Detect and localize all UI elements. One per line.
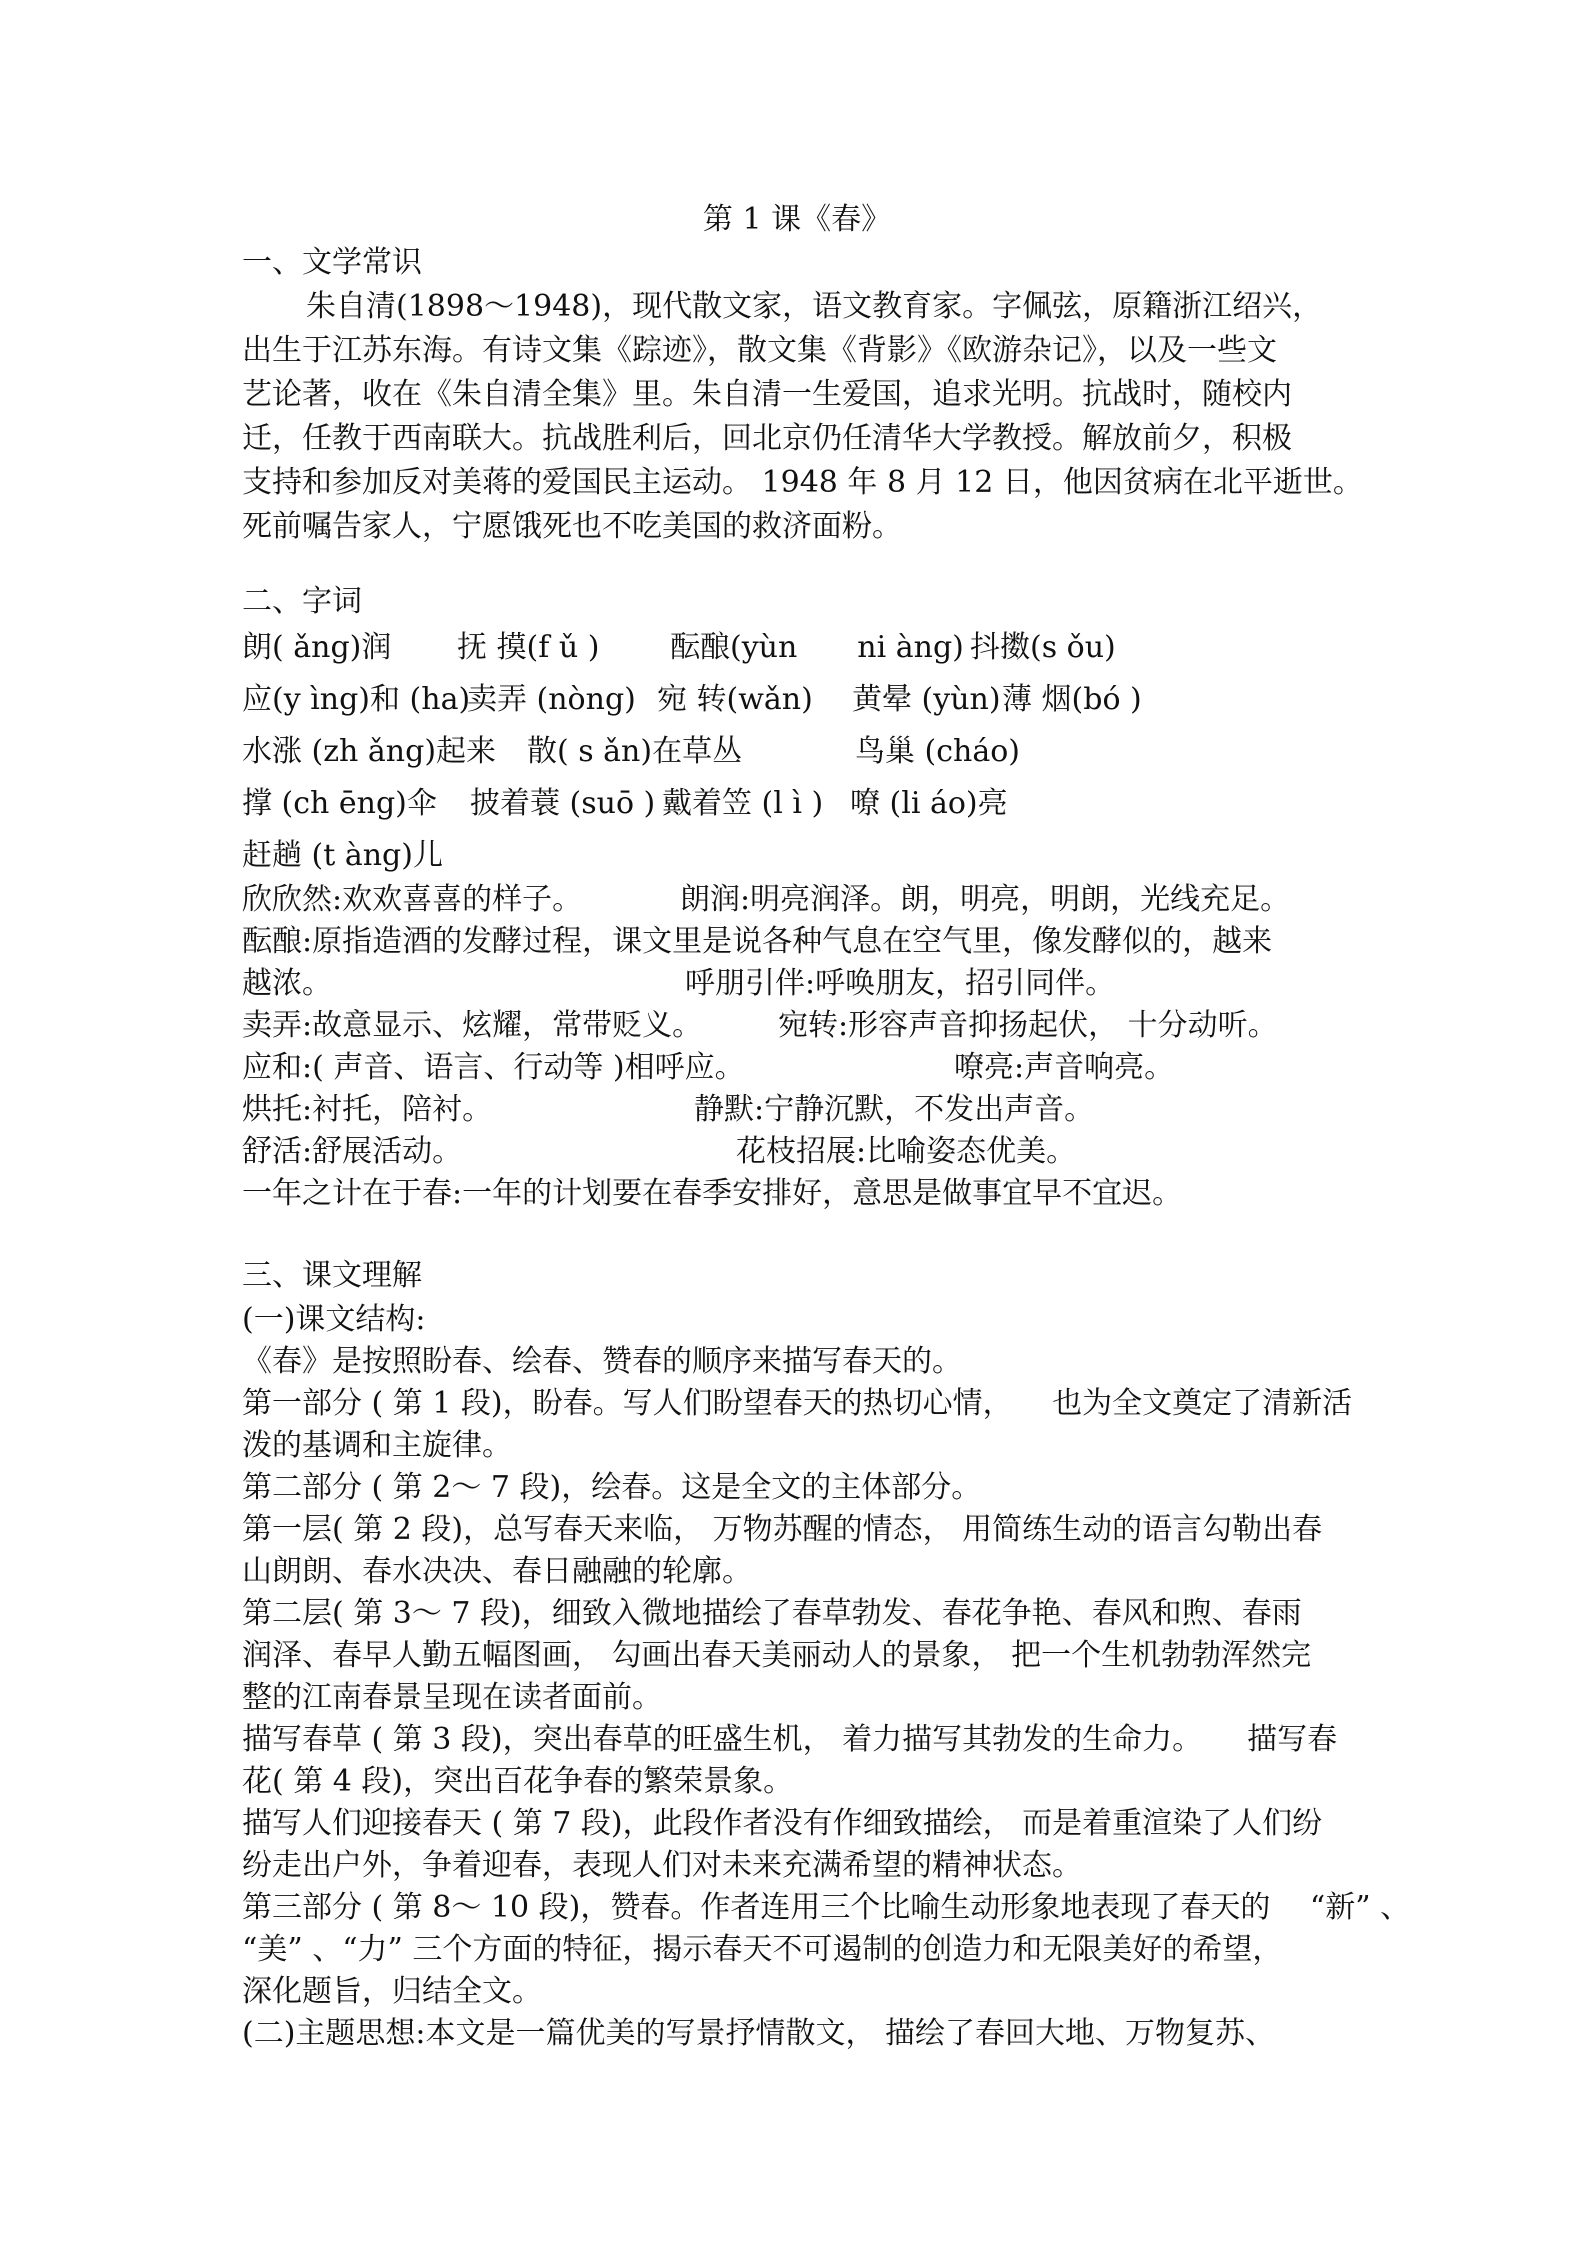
definition: 嘹亮:声音响亮。 xyxy=(954,1050,1175,1085)
pinyin-item: 披着蓑 (suō ) xyxy=(470,786,656,821)
section-heading-literature: 一、文学常识 xyxy=(242,245,422,280)
page-title: 第 1 课《春》 xyxy=(702,202,892,237)
paragraph-line: 支持和参加反对美蒋的爱国民主运动。 1948 年 8 月 12 日，他因贫病在北平逝世。 xyxy=(242,465,1363,500)
definition-row xyxy=(242,1048,1442,1088)
pinyin-item: 抖擞(s ǒu) xyxy=(970,630,1116,665)
paragraph-line: 描写人们迎接春天 ( 第 7 段)，此段作者没有作细致描绘， 而是着重渲染了人们纷 xyxy=(242,1806,1323,1841)
definition: 一年之计在于春:一年的计划要在春季安排好，意思是做事宜早不宜迟。 xyxy=(242,1176,1183,1211)
definition-row xyxy=(242,1132,1442,1172)
definition: 宛转:形容声音抑扬起伏， 十分动听。 xyxy=(778,1008,1278,1043)
paragraph-line: 深化题旨，归结全文。 xyxy=(242,1974,542,2009)
definition: 卖弄:故意显示、炫耀，常带贬义。 xyxy=(242,1008,703,1043)
paragraph-line: 润泽、春早人勤五幅图画， 勾画出春天美丽动人的景象， 把一个生机勃勃浑然完 xyxy=(242,1638,1312,1673)
pinyin-item: 黄晕 (yùn) xyxy=(852,682,1001,717)
pinyin-item: 鸟巢 (cháo) xyxy=(855,734,1021,769)
pinyin-item: 酝酿(yùn ni àng) xyxy=(670,630,964,665)
pinyin-item: 薄 烟(bó ) xyxy=(1002,682,1142,717)
pinyin-item: 戴着笠 (l ì ) xyxy=(662,786,824,821)
paragraph-line: 死前嘱告家人，宁愿饿死也不吃美国的救济面粉。 xyxy=(242,509,902,544)
definition: 应和:( 声音、语言、行动等 )相呼应。 xyxy=(242,1050,745,1085)
pinyin-row xyxy=(242,680,1442,720)
paragraph-line: 迁，任教于西南联大。抗战胜利后，回北京仍任清华大学教授。解放前夕，积极 xyxy=(242,421,1292,456)
pinyin-item: 朗( ǎng)润 xyxy=(242,630,392,665)
paragraph-line: 整的江南春景呈现在读者面前。 xyxy=(242,1680,662,1715)
definition-row xyxy=(242,1090,1442,1130)
pinyin-item: 嘹 (li áo)亮 xyxy=(850,786,1008,821)
section-heading-vocabulary: 二、字词 xyxy=(242,584,362,619)
paragraph-line: 第二部分 ( 第 2～ 7 段)，绘春。这是全文的主体部分。 xyxy=(242,1470,982,1505)
paragraph-line: 第二层( 第 3～ 7 段)，细致入微地描绘了春草勃发、春花争艳、春风和煦、春雨 xyxy=(242,1596,1302,1631)
paragraph-line: 山朗朗、春水决决、春日融融的轮廓。 xyxy=(242,1554,752,1589)
paragraph-line: 泼的基调和主旋律。 xyxy=(242,1428,512,1463)
paragraph-line: 艺论著，收在《朱自清全集》里。朱自清一生爱国，追求光明。抗战时，随校内 xyxy=(242,377,1292,412)
paragraph-line: 纷走出户外，争着迎春，表现人们对未来充满希望的精神状态。 xyxy=(242,1848,1082,1883)
definition: 花枝招展:比喻姿态优美。 xyxy=(736,1134,1077,1169)
pinyin-row xyxy=(242,732,1442,772)
definition-row xyxy=(242,880,1442,920)
definition-row xyxy=(242,964,1442,1004)
pinyin-item: 宛 转(wǎn) xyxy=(657,682,813,717)
definition: 烘托:衬托，陪衬。 xyxy=(242,1092,493,1127)
definition: 欣欣然:欢欢喜喜的样子。 xyxy=(242,882,583,917)
definition: 呼朋引伴:呼唤朋友，招引同伴。 xyxy=(685,966,1116,1001)
definition-row xyxy=(242,1006,1442,1046)
paragraph-line: (一)课文结构: xyxy=(242,1302,426,1337)
paragraph-line: 朱自清(1898～1948)，现代散文家，语文教育家。字佩弦，原籍浙江绍兴， xyxy=(306,289,1323,324)
pinyin-item: 抚 摸(f ǔ ) xyxy=(457,630,600,665)
paragraph-line: 《春》是按照盼春、绘春、赞春的顺序来描写春天的。 xyxy=(242,1344,962,1379)
pinyin-row: 赶趟 (t àng)儿 xyxy=(242,838,443,873)
pinyin-item: 水涨 (zh ǎng)起来 xyxy=(242,734,497,769)
pinyin-item: 卖弄 (nòng) xyxy=(467,682,636,717)
definition: 酝酿:原指造酒的发酵过程，课文里是说各种气息在空气里，像发酵似的，越来 xyxy=(242,924,1273,959)
definition: 舒活:舒展活动。 xyxy=(242,1134,463,1169)
section-heading-comprehension: 三、课文理解 xyxy=(242,1258,422,1293)
paragraph-line: 第三部分 ( 第 8～ 10 段)，赞春。作者连用三个比喻生动形象地表现了春天的 “新” 、 xyxy=(242,1890,1411,1925)
pinyin-row xyxy=(242,628,1442,668)
paragraph-line: 出生于江苏东海。有诗文集《踪迹》，散文集《背影》《欧游杂记》，以及一些文 xyxy=(242,333,1277,368)
paragraph-line: 第一部分 ( 第 1 段)，盼春。写人们盼望春天的热切心情， 也为全文奠定了清新活 xyxy=(242,1386,1353,1421)
pinyin-row xyxy=(242,784,1442,824)
paragraph-line: (二)主题思想:本文是一篇优美的写景抒情散文， 描绘了春回大地、万物复苏、 xyxy=(242,2016,1276,2051)
pinyin-item: 撑 (ch ēng)伞 xyxy=(242,786,437,821)
paragraph-line: 花( 第 4 段)，突出百花争春的繁荣景象。 xyxy=(242,1764,794,1799)
definition: 朗润:明亮润泽。朗，明亮，明朗，光线充足。 xyxy=(680,882,1291,917)
definition: 静默:宁静沉默，不发出声音。 xyxy=(694,1092,1095,1127)
paragraph-line: “美” 、“力” 三个方面的特征，揭示春天不可遏制的创造力和无限美好的希望， xyxy=(242,1932,1283,1967)
pinyin-item: 散( s ǎn)在草丛 xyxy=(527,734,743,769)
paragraph-line: 第一层( 第 2 段)，总写春天来临， 万物苏醒的情态， 用简练生动的语言勾勒出春 xyxy=(242,1512,1323,1547)
definition: 越浓。 xyxy=(242,966,332,1001)
paragraph-line: 描写春草 ( 第 3 段)，突出春草的旺盛生机， 着力描写其勃发的生命力。 描写春 xyxy=(242,1722,1338,1757)
pinyin-item: 应(y ìng)和 (ha) xyxy=(242,682,471,717)
